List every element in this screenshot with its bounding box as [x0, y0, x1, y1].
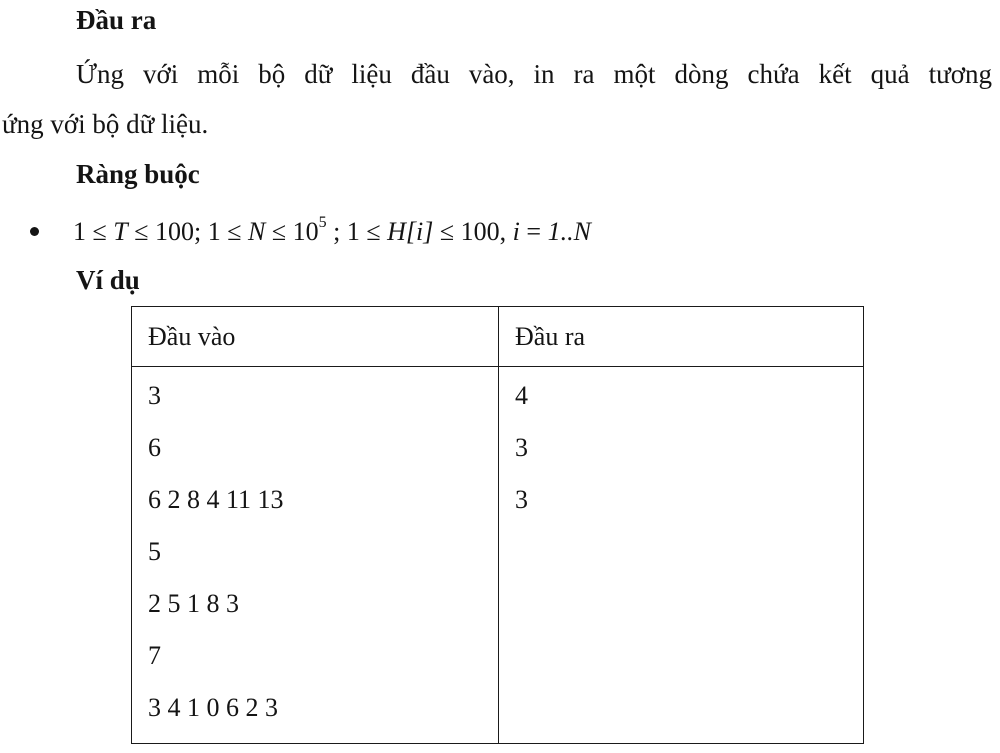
- input-line: 5: [148, 537, 161, 566]
- output-heading: Đầu ra: [76, 5, 157, 35]
- constraints-heading: Ràng buộc: [76, 159, 200, 189]
- input-line: 6 2 8 4 11 13: [148, 485, 284, 514]
- output-description-line-2: ứng với bộ dữ liệu.: [2, 109, 209, 139]
- constraint-formula: 1 ≤ T ≤ 100; $1 \le N \le 10^5$ ; 1 ≤ H[i] ≤ 100, i = 1..N: [73, 214, 591, 246]
- output-description-line-1: Ứng với mỗi bộ dữ liệu đầu vào, in ra một dòng chứa kết quả tương: [76, 59, 992, 89]
- input-line: 3: [148, 381, 161, 410]
- input-line: 7: [148, 641, 161, 670]
- var-h-i: H[i]: [387, 216, 434, 246]
- var-t: T: [113, 216, 128, 246]
- input-cell: [132, 367, 499, 744]
- input-line: 3 4 1 0 6 2 3: [148, 693, 278, 722]
- output-line: 3: [515, 485, 528, 514]
- var-i: i: [512, 216, 520, 246]
- input-column-header: Đầu vào: [132, 307, 499, 367]
- input-line: 6: [148, 433, 161, 462]
- example-heading: Ví dụ: [76, 265, 140, 295]
- output-line: 3: [515, 433, 528, 462]
- var-n: N: [248, 216, 266, 246]
- constraint-bullet: [30, 210, 591, 248]
- output-line: 4: [515, 381, 528, 410]
- exponent: 5: [318, 214, 327, 231]
- output-cell: [499, 367, 864, 744]
- output-column-header: Đầu ra: [499, 307, 864, 367]
- example-table: [131, 306, 864, 744]
- table-header-row: [132, 307, 864, 367]
- bullet-dot-icon: [30, 227, 39, 236]
- index-range: 1..N: [547, 216, 591, 246]
- table-row: [132, 367, 864, 744]
- input-line: 2 5 1 8 3: [148, 589, 239, 618]
